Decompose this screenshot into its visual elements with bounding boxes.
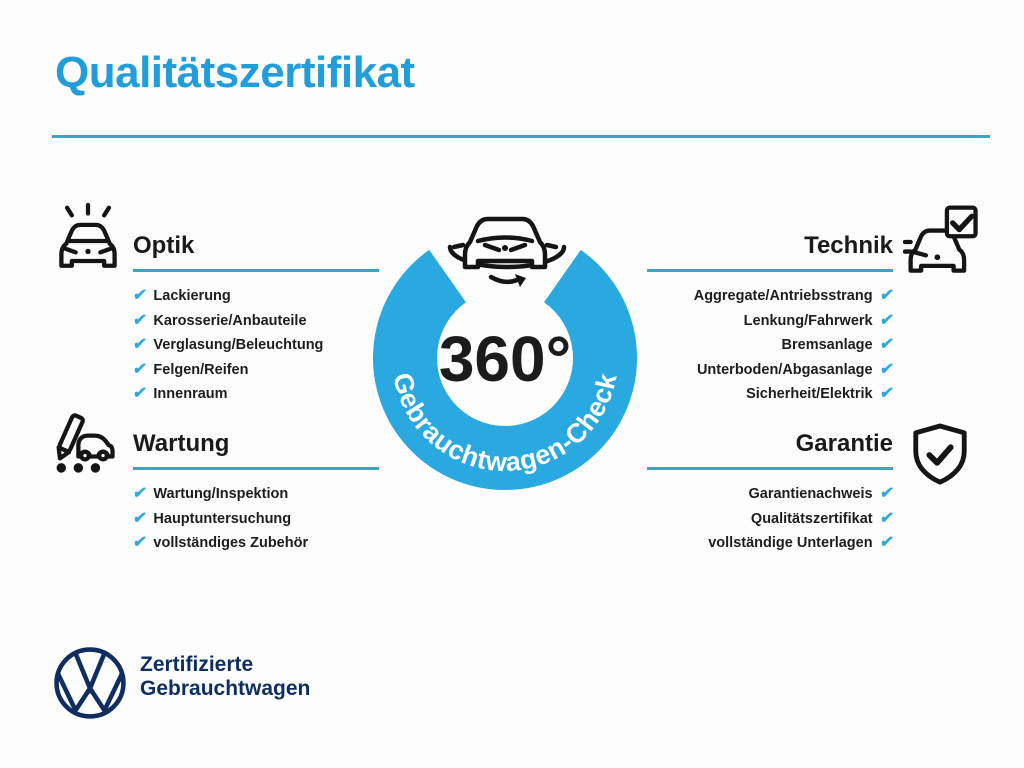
shiny-car-icon [50, 202, 126, 280]
section-technik [647, 233, 893, 407]
item-label: Sicherheit/Elektrik [746, 386, 873, 403]
section-heading-wartung: Wartung [133, 431, 379, 470]
item-label: Hauptuntersuchung [153, 510, 292, 527]
badge-360-graphic [365, 195, 645, 525]
badge-360 [365, 195, 645, 525]
list-item [647, 482, 893, 507]
vw-logo [52, 645, 128, 721]
check-icon: ✔ [131, 311, 148, 329]
check-icon: ✔ [878, 509, 895, 527]
check-icon: ✔ [131, 336, 148, 354]
list-item [647, 284, 893, 309]
check-icon: ✔ [878, 534, 895, 552]
list-item [647, 507, 893, 532]
item-label: Innenraum [153, 386, 228, 403]
item-label: Qualitätszertifikat [750, 510, 873, 527]
list-item [647, 309, 893, 334]
check-icon: ✔ [878, 385, 895, 403]
check-icon: ✔ [131, 485, 148, 503]
item-label: Garantienachweis [748, 486, 873, 503]
item-label: Verglasung/Beleuchtung [153, 337, 324, 354]
check-icon: ✔ [131, 534, 148, 552]
check-icon: ✔ [131, 509, 148, 527]
shield-check-icon [909, 422, 971, 492]
garantie-item-list [647, 482, 893, 556]
item-label: Wartung/Inspektion [153, 486, 289, 503]
check-icon: ✔ [131, 385, 148, 403]
list-item [647, 382, 893, 407]
check-icon: ✔ [131, 287, 148, 305]
car-checklist-icon [903, 203, 987, 281]
check-icon: ✔ [878, 336, 895, 354]
service-record-icon [47, 410, 123, 484]
title-divider [52, 135, 990, 138]
section-heading-optik: Optik [133, 233, 379, 272]
check-icon: ✔ [878, 485, 895, 503]
brand-line-2: Gebrauchtwagen [140, 677, 311, 700]
item-label: vollständiges Zubehör [153, 535, 309, 552]
badge-degree-text: 360° [438, 323, 572, 395]
list-item [133, 284, 379, 309]
item-label: Unterboden/Abgasanlage [696, 361, 873, 378]
section-heading-technik: Technik [647, 233, 893, 272]
item-label: Karosserie/Anbauteile [153, 312, 307, 329]
wartung-item-list [133, 482, 379, 556]
section-optik [133, 233, 379, 407]
page-title: Qualitätszertifikat [55, 48, 415, 97]
list-item [647, 531, 893, 556]
list-item [133, 482, 379, 507]
list-item [647, 358, 893, 383]
brand-text [140, 653, 310, 701]
brand-line-1: Zertifizierte [140, 653, 254, 676]
item-label: Felgen/Reifen [153, 361, 249, 378]
item-label: Lackierung [153, 288, 231, 305]
technik-item-list [647, 284, 893, 407]
section-wartung [133, 431, 379, 556]
list-item [133, 507, 379, 532]
check-icon: ✔ [878, 360, 895, 378]
list-item [133, 531, 379, 556]
check-icon: ✔ [131, 360, 148, 378]
list-item [133, 382, 379, 407]
badge-ring-label: Gebrauchtwagen-Check [387, 369, 623, 478]
check-icon: ✔ [878, 287, 895, 305]
item-label: Bremsanlage [781, 337, 873, 354]
list-item [647, 333, 893, 358]
item-label: vollständige Unterlagen [708, 535, 873, 552]
check-icon: ✔ [878, 311, 895, 329]
car-rotation-icon [450, 219, 564, 287]
section-garantie [647, 431, 893, 556]
optik-item-list [133, 284, 379, 407]
list-item [133, 358, 379, 383]
section-heading-garantie: Garantie [647, 431, 893, 470]
list-item [133, 333, 379, 358]
item-label: Lenkung/Fahrwerk [743, 312, 873, 329]
list-item [133, 309, 379, 334]
item-label: Aggregate/Antriebsstrang [693, 288, 873, 305]
